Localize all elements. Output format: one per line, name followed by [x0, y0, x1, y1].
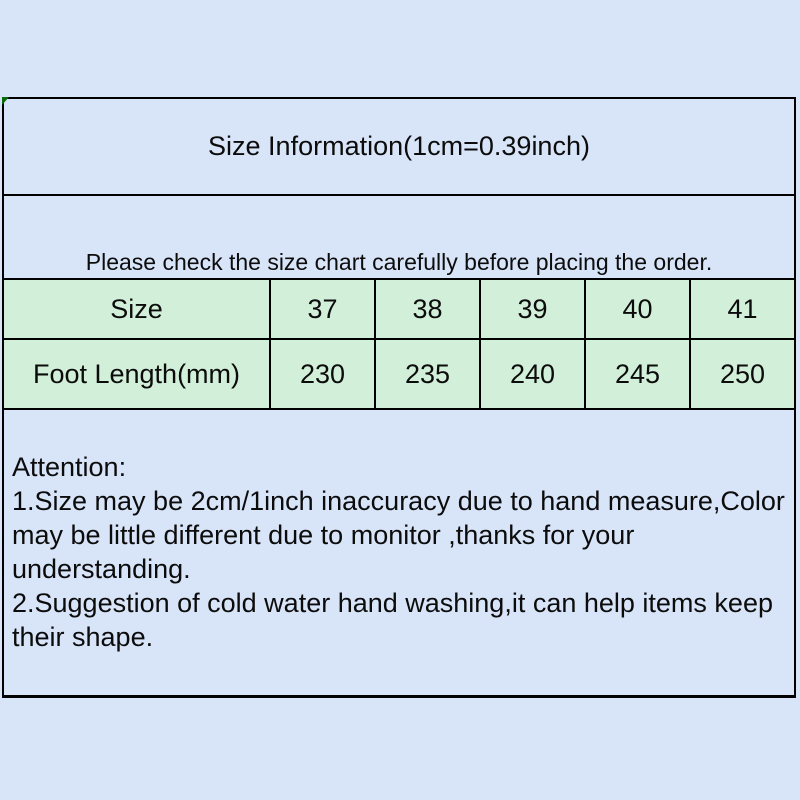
- notice-text: Please check the size chart carefully before placing the order.: [85, 249, 713, 275]
- page-title: Size Information(1cm=0.39inch): [208, 131, 590, 161]
- attention-line: may be little different due to monitor ,thanks for your: [12, 520, 635, 550]
- size-value-cell: 39: [479, 280, 584, 338]
- foot-length-value-cell: 245: [584, 340, 689, 408]
- foot-length-row: [4, 340, 794, 410]
- attention-heading: Attention:: [12, 452, 127, 482]
- size-value-cell: 37: [269, 280, 374, 338]
- attention-section: [4, 410, 794, 687]
- notice-row: [4, 196, 794, 280]
- attention-line: 1.Size may be 2cm/1inch inaccuracy due to hand measure,Color: [12, 486, 785, 516]
- attention-line: their shape.: [12, 622, 154, 652]
- attention-line: 2.Suggestion of cold water hand washing,it can help items keep: [12, 588, 773, 618]
- foot-length-value-cell: 235: [374, 340, 479, 408]
- size-chart-table: [2, 97, 796, 698]
- size-label-cell: Size: [110, 293, 163, 324]
- title-row: [4, 99, 794, 196]
- foot-length-value-cell: 240: [479, 340, 584, 408]
- foot-length-label-cell: Foot Length(mm): [32, 358, 241, 389]
- size-value-cell: 41: [689, 280, 794, 338]
- size-value-cell: 38: [374, 280, 479, 338]
- attention-line: understanding.: [12, 554, 191, 584]
- size-header-row: [4, 280, 794, 340]
- foot-length-value-cell: 250: [689, 340, 794, 408]
- size-value-cell: 40: [584, 280, 689, 338]
- foot-length-value-cell: 230: [269, 340, 374, 408]
- corner-artifact: [2, 97, 9, 105]
